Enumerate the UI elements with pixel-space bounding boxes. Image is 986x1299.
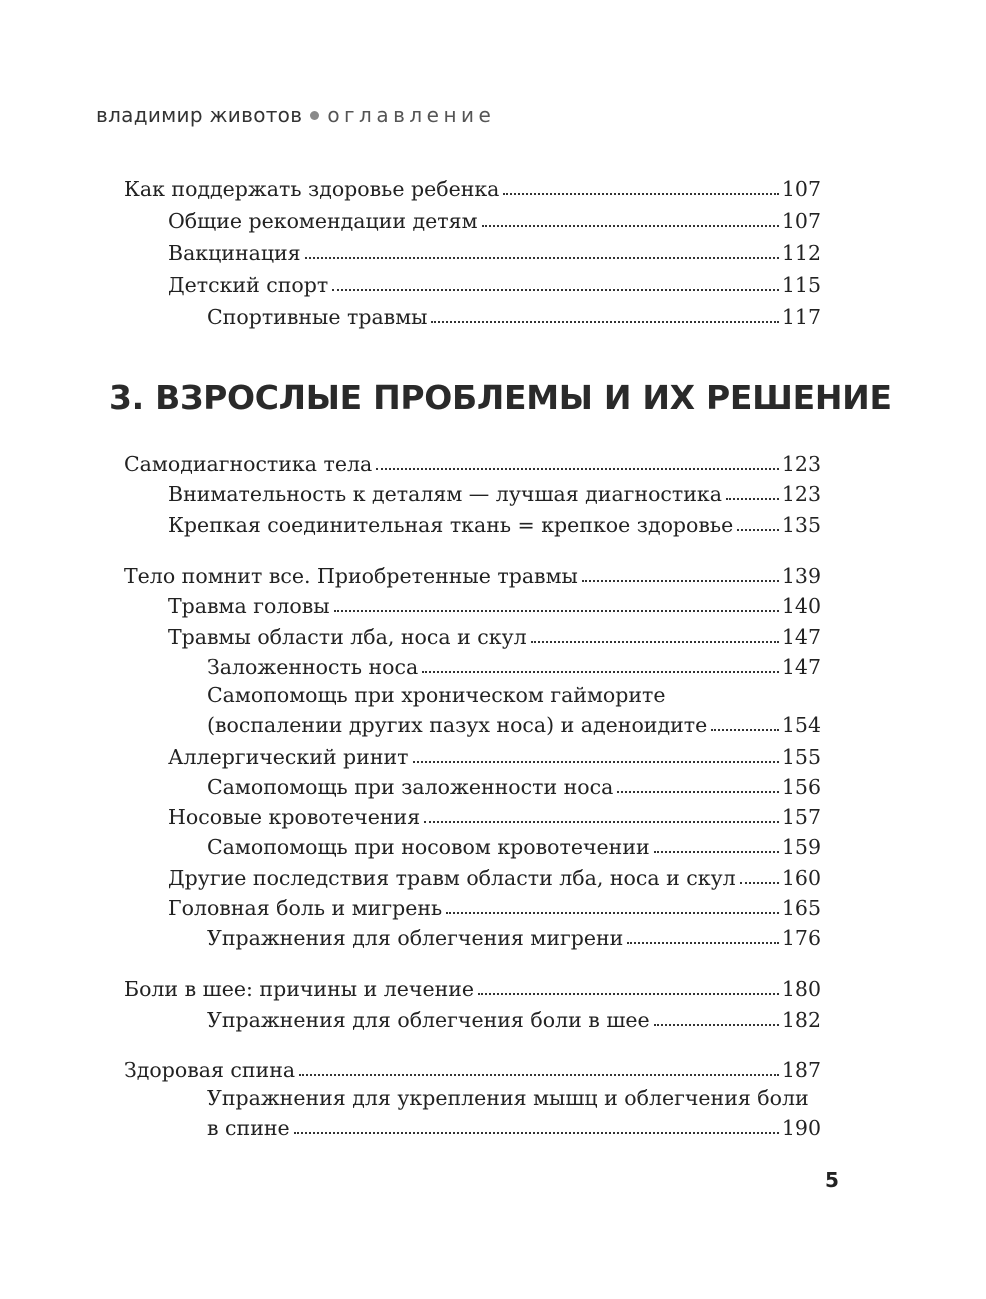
dot-leader [478,993,779,995]
toc-entry-page: 156 [781,775,821,799]
toc-entry[interactable] [124,1053,821,1083]
toc-entry-page: 180 [781,977,821,1001]
dot-leader [294,1132,779,1134]
toc-entry-title: Спортивные травмы [207,305,428,329]
dot-leader [627,942,779,944]
toc-entry[interactable] [124,172,821,202]
header-section: оглавление [327,103,496,127]
toc-entry-page: 147 [781,625,821,649]
toc-entry-title: Другие последствия травм области лба, носа и скул [168,866,736,890]
toc-entry-title: Аллергический ринит [168,745,409,769]
toc-entry-title-cont: (воспалении других пазух носа) и аденоидите [207,713,708,737]
toc-entry[interactable] [168,589,821,619]
toc-entry-page: 165 [781,896,821,920]
toc-entry[interactable] [124,972,821,1002]
toc-entry-title: Общие рекомендации детям [168,209,478,233]
toc-entry-page: 147 [781,655,821,679]
toc-entry[interactable] [207,770,821,800]
toc-entry[interactable] [168,891,821,921]
dot-leader [305,257,779,259]
toc-entry-page: 155 [781,745,821,769]
toc-entry-title: Здоровая спина [124,1058,296,1082]
toc-entry-title: Упражнения для облегчения мигрени [207,926,624,950]
toc-entry-title: Носовые кровотечения [168,805,421,829]
toc-entry-page: 182 [781,1008,821,1032]
toc-entry-title: Тело помнит все. Приобретенные травмы [124,564,578,588]
toc-entry[interactable] [124,447,821,477]
toc-entry[interactable] [168,620,821,650]
toc-entry-title: Травма головы [168,594,330,618]
toc-entry-page: 135 [781,513,821,537]
toc-entry-page: 107 [781,209,821,233]
toc-entry[interactable] [124,559,821,589]
toc-entry-title: Внимательность к деталям — лучшая диагностика [168,482,722,506]
dot-leader [299,1074,779,1076]
toc-entry-page: 154 [781,713,821,737]
toc-entry-title: Заложенность носа [207,655,419,679]
dot-leader [332,289,779,291]
dot-leader [422,671,779,673]
bullet-dot-icon [310,111,319,120]
toc-entry-page: 159 [781,835,821,859]
toc-entry-page: 176 [781,926,821,950]
toc-entry-page: 117 [781,305,821,329]
toc-entry[interactable] [168,477,821,507]
toc-entry[interactable] [168,508,821,538]
toc-entry[interactable] [168,800,821,830]
running-header [96,103,495,127]
toc-entry-title: Головная боль и мигрень [168,896,443,920]
toc-entry-page: 112 [781,241,821,265]
dot-leader [654,851,779,853]
toc-entry-page: 187 [781,1058,821,1082]
toc-entry-title: Крепкая соединительная ткань = крепкое здоровье [168,513,734,537]
dot-leader [531,641,779,643]
dot-leader [654,1024,779,1026]
dot-leader [334,610,779,612]
dot-leader [376,468,779,470]
toc-entry-title: Самодиагностика тела [124,452,373,476]
toc-entry[interactable] [168,740,821,770]
toc-entry-page: 160 [781,866,821,890]
dot-leader [424,821,779,823]
toc-entry-title-cont: в спине [207,1116,290,1140]
dot-leader [711,729,779,731]
toc-entry[interactable] [207,830,821,860]
toc-entry-page: 190 [781,1116,821,1140]
toc-entry[interactable] [207,300,821,330]
toc-entry-page: 107 [781,177,821,201]
dot-leader [446,912,779,914]
toc-entry-title: Боли в шее: причины и лечение [124,977,475,1001]
toc-entry-page: 157 [781,805,821,829]
toc-entry-title[interactable]: Упражнения для укрепления мышц и облегчения боли [207,1086,809,1110]
toc-entry-title[interactable]: Самопомощь при хроническом гайморите [207,683,666,707]
toc-entry-page: 139 [781,564,821,588]
toc-entry-page: 115 [781,273,821,297]
chapter-title: 3. ВЗРОСЛЫЕ ПРОБЛЕМЫ И ИХ РЕШЕНИЕ [109,378,892,417]
toc-entry-title: Детский спорт [168,273,329,297]
dot-leader [582,580,779,582]
dot-leader [482,225,779,227]
toc-entry-title: Самопомощь при заложенности носа [207,775,614,799]
dot-leader [726,498,779,500]
toc-entry[interactable] [168,861,821,891]
toc-entry-title: Как поддержать здоровье ребенка [124,177,500,201]
toc-entry[interactable] [207,1003,821,1033]
toc-entry-title: Травмы области лба, носа и скул [168,625,527,649]
toc-entry[interactable] [207,1111,821,1141]
toc-entry-page: 140 [781,594,821,618]
toc-entry[interactable] [207,650,821,680]
toc-entry-title: Вакцинация [168,241,301,265]
header-author: владимир животов [96,103,303,127]
toc-entry-page: 123 [781,452,821,476]
toc-entry[interactable] [168,204,821,234]
toc-entry-title: Упражнения для облегчения боли в шее [207,1008,650,1032]
dot-leader [503,193,778,195]
toc-entry[interactable] [168,268,821,298]
toc-entry-page: 123 [781,482,821,506]
toc-entry[interactable] [168,236,821,266]
dot-leader [413,761,779,763]
toc-entry[interactable] [207,708,821,738]
toc-entry-title: Самопомощь при носовом кровотечении [207,835,650,859]
dot-leader [740,882,779,884]
dot-leader [737,529,779,531]
page-number: 5 [825,1168,839,1192]
toc-entry[interactable] [207,921,821,951]
dot-leader [431,321,778,323]
dot-leader [617,791,779,793]
